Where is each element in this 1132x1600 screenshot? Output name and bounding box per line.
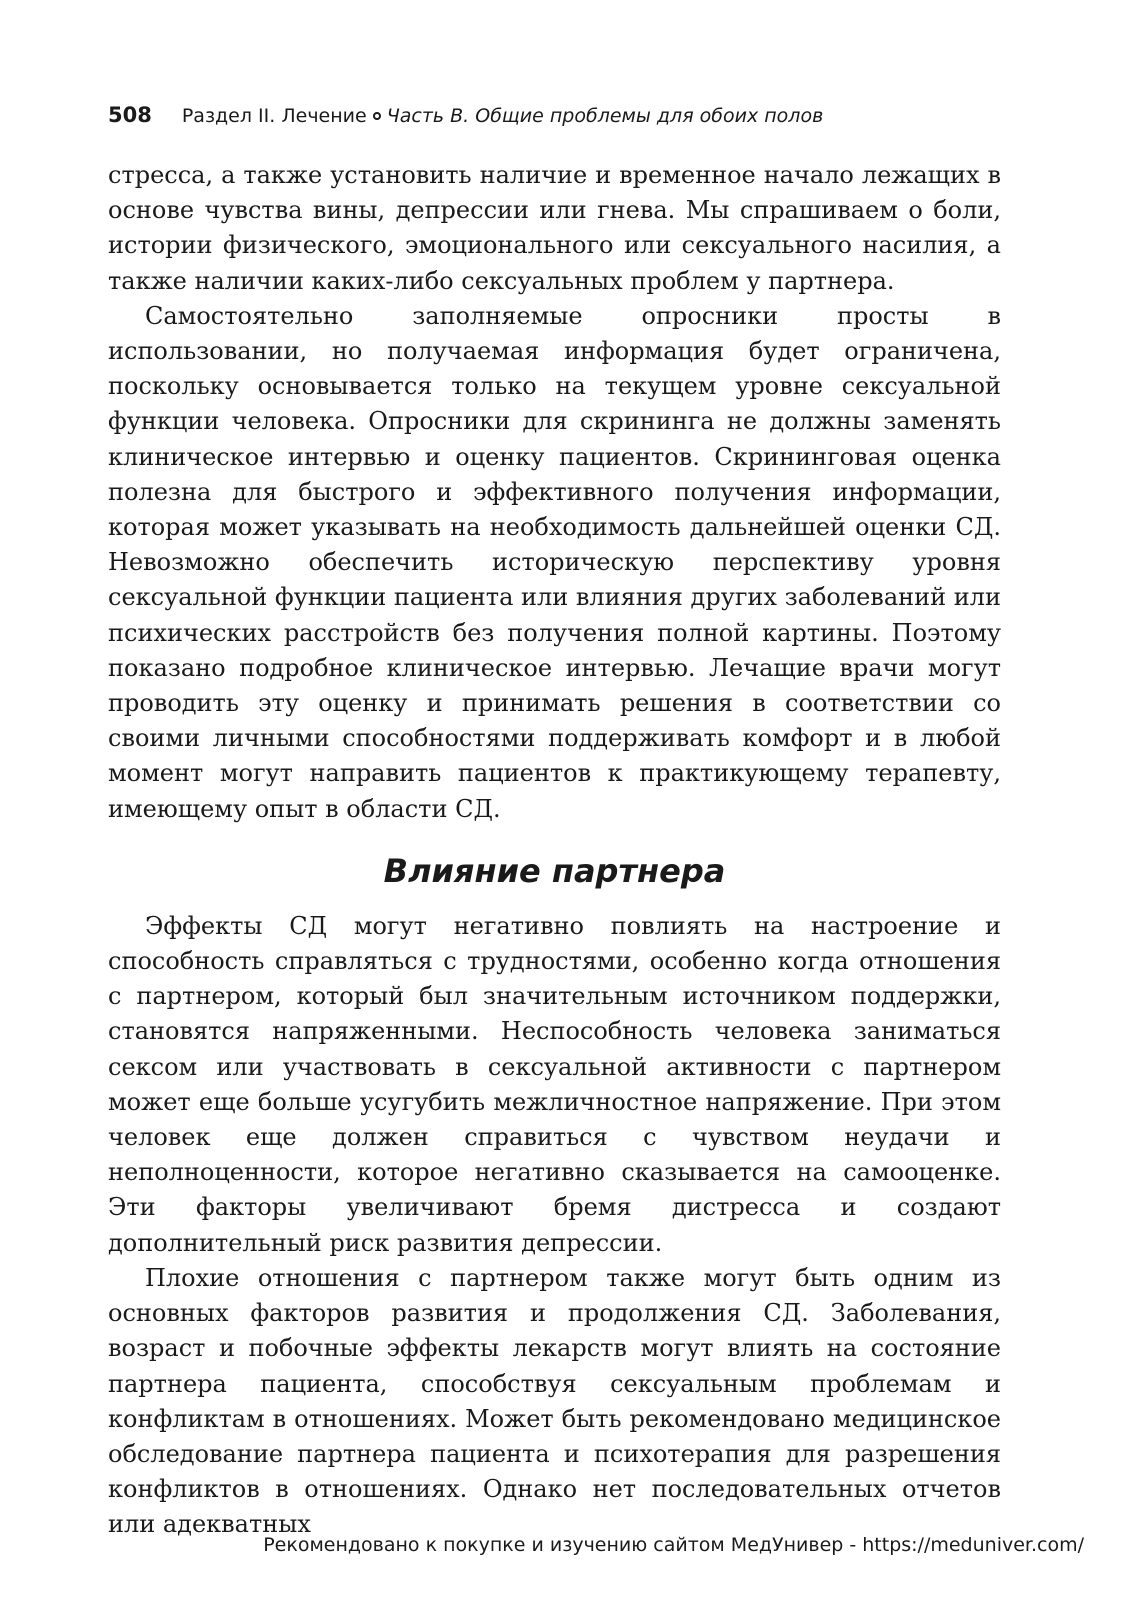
footer-note: Рекомендовано к покупке и изучению сайтом МедУнивер - https://meduniver.com/	[263, 1534, 1084, 1556]
section-title: Раздел II. Лечение	[181, 105, 367, 127]
page-body	[108, 158, 1001, 1543]
paragraph-questionnaires: Самостоятельно заполняемые опросники просты в использовании, но получаемая информация будет ограничена, поскольку основывается только на текущем уровне сексуальной функции человека. Опросники для скрининга не должны заменять клиническое интервью и оценку пациентов. Скрининговая оценка полезна для быстрого и эффективного получения информации, которая может указывать на необходимость дальнейшей оценки СД. Невозможно обеспечить историческую перспективу уровня сексуальной функции пациента или влияния других заболеваний или психических расстройств без получения полной картины. Поэтому показано подробное клиническое интервью. Лечащие врачи могут проводить эту оценку и принимать решения в соответствии со своими личными способностями поддерживать комфорт и в любой момент могут направить пациентов к практикующему терапевту, имеющему опыт в области СД.	[108, 301, 1001, 823]
paragraph-effects: Эффекты СД могут негативно повлиять на настроение и способность справляться с трудностями, особенно когда отношения с партнером, который был значительным источником поддержки, становятся напряженными. Неспособность человека заниматься сексом или участвовать в сексуальной активности с партнером может еще больше усугубить межличностное напряжение. При этом человек еще должен справиться с чувством неудачи и неполноценности, которое негативно сказывается на самооценке. Эти факторы увеличивают бремя дистресса и создают дополнительный риск развития депрессии.	[108, 911, 1001, 1257]
section-heading: Влияние партнера	[383, 851, 726, 890]
bullet-separator-icon	[373, 112, 381, 120]
part-title: Часть B. Общие проблемы для обоих полов	[386, 105, 824, 127]
paragraph-continuation: стресса, а также установить наличие и временное начало лежащих в основе чувства вины, депрессии или гнева. Мы спрашиваем о боли, истории физического, эмоционального или сексуального насилия, а также наличии каких-либо сексуальных проблем у партнера.	[108, 161, 1001, 295]
page-header	[108, 100, 1028, 131]
page-number: 508	[108, 103, 152, 127]
paragraph-relationships: Плохие отношения с партнером также могут быть одним из основных факторов развития и продолжения СД. Заболевания, возраст и побочные эффекты лекарств могут влиять на состояние партнера пациента, способствуя сексуальным проблемам и конфликтам в отношениях. Может быть рекомендовано медицинское обследование партнера пациента и психотерапия для разрешения конфликтов в отношениях. Однако нет последовательных отчетов или адекватных	[108, 1263, 1001, 1539]
